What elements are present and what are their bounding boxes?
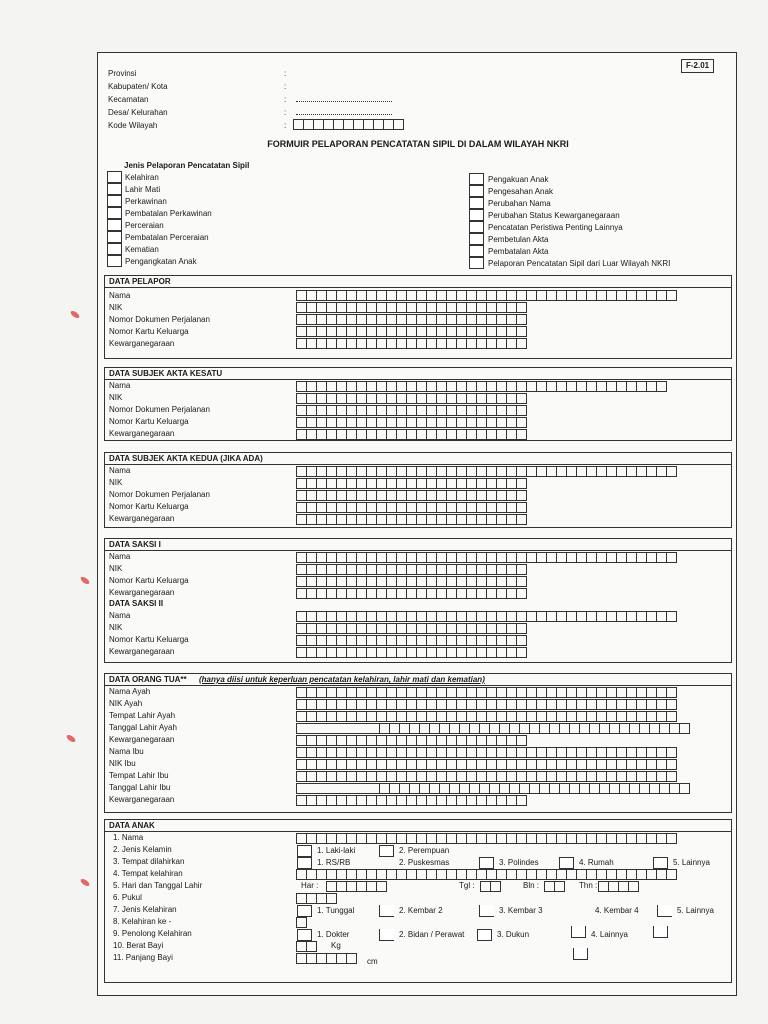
- field-label: Nama: [109, 466, 131, 475]
- berat-grid[interactable]: [297, 941, 317, 952]
- kewarganegaraan-ayah-grid[interactable]: [297, 735, 527, 746]
- checkbox-gender[interactable]: [379, 845, 394, 857]
- field-label: 7. Jenis Kelahiran: [113, 905, 177, 914]
- label-kode-wilayah: Kode Wilayah: [108, 121, 158, 130]
- checkbox-pengesahan-anak[interactable]: [469, 185, 484, 197]
- colon: :: [284, 95, 287, 104]
- section-subjek-2: [104, 452, 732, 528]
- option-label: 1. Dokter: [317, 930, 350, 939]
- checkbox-pengakuan-anak[interactable]: [469, 173, 484, 185]
- nama-grid[interactable]: [297, 466, 677, 477]
- kewarganegaraan-grid[interactable]: [297, 338, 527, 349]
- section-heading: DATA ANAK: [109, 821, 155, 830]
- section-heading: DATA PELAPOR: [109, 277, 171, 286]
- field-label: NIK Ibu: [109, 759, 136, 768]
- field-label: Nama Ayah: [109, 687, 151, 696]
- checkbox-helper[interactable]: [653, 926, 668, 938]
- section-heading: DATA SAKSI II: [109, 599, 164, 608]
- option-label: 4. Rumah: [579, 858, 614, 867]
- checkbox-place[interactable]: [653, 857, 668, 869]
- tgl-lahir-ibu-grid[interactable]: [297, 783, 690, 794]
- nik-ibu-grid[interactable]: [297, 759, 677, 770]
- field-label: NIK: [109, 393, 123, 402]
- report-type-label: Perceraian: [125, 221, 164, 230]
- section-pelapor: [104, 275, 732, 359]
- report-type-label: Perubahan Status Kewarganegaraan: [488, 211, 620, 220]
- red-pen-mark: [79, 878, 90, 888]
- field-label: Nomor Dokumen Perjalanan: [109, 405, 210, 414]
- bln-label: Bln :: [523, 881, 540, 890]
- option-label: 2. Kembar 2: [399, 906, 443, 915]
- report-type-label: Pengesahan Anak: [488, 187, 553, 196]
- checkbox-peristiwa-penting[interactable]: [469, 221, 484, 233]
- field-label: NIK: [109, 564, 123, 573]
- thn-label: Thn :: [579, 881, 598, 890]
- field-label: NIK Ayah: [109, 699, 143, 708]
- report-type-label: Pengangkatan Anak: [125, 257, 197, 266]
- nik-grid[interactable]: [297, 478, 527, 489]
- nik-grid[interactable]: [297, 393, 527, 404]
- report-type-label: Perubahan Nama: [488, 199, 551, 208]
- checkbox-lahir-mati[interactable]: [107, 183, 122, 195]
- field-label: Nomor Kartu Keluarga: [109, 635, 189, 644]
- field-label: NIK: [109, 478, 123, 487]
- checkbox-perceraian[interactable]: [107, 219, 122, 231]
- report-type-label: Pencatatan Peristiwa Penting Lainnya: [488, 223, 623, 232]
- kewarganegaraan-grid[interactable]: [297, 514, 527, 525]
- nik-ayah-grid[interactable]: [297, 699, 677, 710]
- section-heading: DATA SUBJEK AKTA KEDUA (JIKA ADA): [109, 454, 263, 463]
- tempat-lahir-ayah-grid[interactable]: [297, 711, 677, 722]
- option-label: 1. Laki-laki: [317, 846, 356, 855]
- option-label: 4. Kembar 4: [595, 906, 639, 915]
- red-pen-mark: [79, 576, 90, 586]
- nik-grid[interactable]: [297, 564, 527, 575]
- field-label: 6. Pukul: [113, 893, 142, 902]
- option-label: 2. Puskesmas: [399, 858, 450, 867]
- field-label: Kewarganegaraan: [109, 647, 175, 656]
- checkbox-place[interactable]: [297, 857, 312, 869]
- kg-label: Kg: [331, 941, 341, 950]
- field-label: Kewarganegaraan: [109, 514, 175, 523]
- report-type-label: Pelaporan Pencatatan Sipil dari Luar Wilayah NKRI: [488, 259, 671, 268]
- colon: :: [284, 82, 287, 91]
- desa-input[interactable]: [296, 114, 392, 115]
- nama-grid[interactable]: [297, 611, 677, 622]
- option-label: 5. Lainnya: [677, 906, 714, 915]
- report-type-label: Pembetulan Akta: [488, 235, 549, 244]
- bln-grid[interactable]: [545, 881, 565, 892]
- field-label: NIK: [109, 623, 123, 632]
- field-label: 11. Panjang Bayi: [113, 953, 173, 962]
- nama-grid[interactable]: [297, 290, 677, 301]
- nama-ayah-grid[interactable]: [297, 687, 677, 698]
- field-label: Nomor Kartu Keluarga: [109, 502, 189, 511]
- checkbox-pembetulan-akta[interactable]: [469, 233, 484, 245]
- field-label: Nama: [109, 291, 131, 300]
- checkbox-place[interactable]: [559, 857, 574, 869]
- kewarganegaraan-ibu-grid[interactable]: [297, 795, 527, 806]
- report-type-label: Pengakuan Anak: [488, 175, 549, 184]
- kk-grid[interactable]: [297, 326, 527, 337]
- checkbox-kelahiran[interactable]: [107, 171, 122, 183]
- kelahiran-ke-grid[interactable]: [297, 917, 307, 928]
- report-type-label: Perkawinan: [125, 197, 167, 206]
- field-label: Kewarganegaraan: [109, 795, 175, 804]
- checkbox-birth-type[interactable]: [657, 905, 672, 917]
- form-title: FORMUIR PELAPORAN PENCATATAN SIPIL DI DALAM WILAYAH NKRI: [267, 139, 569, 149]
- kk-grid[interactable]: [297, 635, 527, 646]
- label-kecamatan: Kecamatan: [108, 95, 149, 104]
- field-label: Kewarganegaraan: [109, 588, 175, 597]
- checkbox-place[interactable]: [479, 857, 494, 869]
- field-label: Nomor Kartu Keluarga: [109, 327, 189, 336]
- section-saksi: [104, 538, 732, 663]
- report-type-label: Pembatalan Perceraian: [125, 233, 209, 242]
- field-label: Nomor Dokumen Perjalanan: [109, 315, 210, 324]
- field-label: Nama: [109, 552, 131, 561]
- field-label: 4. Tempat kelahiran: [113, 869, 183, 878]
- field-label: 2. Jenis Kelamin: [113, 845, 172, 854]
- label-desa: Desa/ Kelurahan: [108, 108, 168, 117]
- option-label: 1. RS/RB: [317, 858, 351, 867]
- nama-ibu-grid[interactable]: [297, 747, 677, 758]
- checkbox-perubahan-nama[interactable]: [469, 197, 484, 209]
- red-pen-mark: [65, 734, 76, 744]
- checkbox-gender[interactable]: [297, 845, 312, 857]
- field-label: Tanggal Lahir Ayah: [109, 723, 177, 732]
- section-anak: [104, 819, 732, 983]
- checkbox-birth-type[interactable]: [297, 905, 312, 917]
- checkbox-kematian[interactable]: [107, 243, 122, 255]
- kewarganegaraan-grid[interactable]: [297, 647, 527, 658]
- colon: :: [284, 69, 287, 78]
- tempat-kelahiran-grid[interactable]: [297, 869, 677, 880]
- field-label: Tanggal Lahir Ibu: [109, 783, 171, 792]
- checkbox-extra[interactable]: [573, 948, 588, 960]
- checkbox-birth-type[interactable]: [479, 905, 494, 917]
- kecamatan-input[interactable]: [296, 101, 392, 102]
- option-label: 5. Lainnya: [673, 858, 710, 867]
- report-type-label: Kelahiran: [125, 173, 159, 182]
- report-type-label: Kematian: [125, 245, 159, 254]
- section-orang-tua: [104, 673, 732, 813]
- colon: :: [284, 108, 287, 117]
- checkbox-pembatalan-perkawinan[interactable]: [107, 207, 122, 219]
- option-label: 1. Tunggal: [317, 906, 355, 915]
- tgl-label: Tgl :: [459, 881, 475, 890]
- dokumen-grid[interactable]: [297, 405, 527, 416]
- section-heading: DATA SAKSI I: [109, 540, 161, 549]
- pukul-grid[interactable]: [297, 893, 337, 904]
- section-note: (hanya diisi untuk keperluan pencatatan kelahiran, lahir mati dan kematian): [199, 675, 485, 684]
- nama-anak-grid[interactable]: [297, 833, 677, 844]
- option-label: 3. Kembar 3: [499, 906, 543, 915]
- checkbox-perubahan-status[interactable]: [469, 209, 484, 221]
- dokumen-grid[interactable]: [297, 314, 527, 325]
- field-label: 3. Tempat dilahirkan: [113, 857, 185, 866]
- field-label: Nama Ibu: [109, 747, 144, 756]
- section-heading: DATA SUBJEK AKTA KESATU: [109, 369, 223, 378]
- field-label: Nama: [109, 381, 131, 390]
- field-label: 1. Nama: [113, 833, 144, 842]
- checkbox-helper[interactable]: [477, 929, 492, 941]
- form-sheet: [97, 52, 737, 996]
- field-label: 8. Kelahiran ke -: [113, 917, 172, 926]
- field-label: 10. Berat Bayi: [113, 941, 164, 950]
- nik-grid[interactable]: [297, 302, 527, 313]
- nama-grid[interactable]: [297, 552, 677, 563]
- field-label: Nomor Kartu Keluarga: [109, 576, 189, 585]
- field-label: 9. Penolong Kelahiran: [113, 929, 192, 938]
- option-label: 4. Lainnya: [591, 930, 628, 939]
- checkbox-helper[interactable]: [379, 929, 394, 941]
- kk-grid[interactable]: [297, 502, 527, 513]
- report-type-label: Pembatalan Akta: [488, 247, 549, 256]
- nik-grid[interactable]: [297, 623, 527, 634]
- form-code: F-2.01: [681, 59, 714, 73]
- checkbox-helper[interactable]: [297, 929, 312, 941]
- kk-grid[interactable]: [297, 417, 527, 428]
- kewarganegaraan-grid[interactable]: [297, 429, 527, 440]
- checkbox-pembatalan-perceraian[interactable]: [107, 231, 122, 243]
- option-label: 3. Polindes: [499, 858, 539, 867]
- kode-wilayah-grid[interactable]: [294, 119, 404, 130]
- checkbox-pembatalan-akta[interactable]: [469, 245, 484, 257]
- section-heading: DATA ORANG TUA**: [109, 675, 187, 684]
- colon: :: [284, 121, 287, 130]
- tgl-grid[interactable]: [481, 881, 501, 892]
- field-label: 5. Hari dan Tanggal Lahir: [113, 881, 203, 890]
- hari-grid[interactable]: [327, 881, 387, 892]
- checkbox-birth-type[interactable]: [379, 905, 394, 917]
- label-provinsi: Provinsi: [108, 69, 137, 78]
- tempat-lahir-ibu-grid[interactable]: [297, 771, 677, 782]
- field-label: Kewarganegaraan: [109, 339, 175, 348]
- field-label: Tempat Lahir Ibu: [109, 771, 169, 780]
- report-type-label: Lahir Mati: [125, 185, 161, 194]
- checkbox-helper[interactable]: [571, 926, 586, 938]
- option-label: 2. Bidan / Perawat: [399, 930, 465, 939]
- checkbox-pengangkatan-anak[interactable]: [107, 255, 122, 267]
- field-label: Kewarganegaraan: [109, 735, 175, 744]
- cm-label: cm: [367, 957, 378, 966]
- option-label: 3. Dukun: [497, 930, 530, 939]
- field-label: Nomor Dokumen Perjalanan: [109, 490, 210, 499]
- report-type-label: Pembatalan Perkawinan: [125, 209, 212, 218]
- tgl-lahir-ayah-grid[interactable]: [297, 723, 690, 734]
- kewarganegaraan-grid[interactable]: [297, 588, 527, 599]
- thn-grid[interactable]: [599, 881, 639, 892]
- report-type-heading: Jenis Pelaporan Pencatatan Sipil: [124, 161, 250, 170]
- option-label: 2. Perempuan: [399, 846, 450, 855]
- section-subjek-1: [104, 367, 732, 441]
- checkbox-perkawinan[interactable]: [107, 195, 122, 207]
- field-label: NIK: [109, 303, 123, 312]
- panjang-grid[interactable]: [297, 953, 357, 964]
- field-label: Nomor Kartu Keluarga: [109, 417, 189, 426]
- kk-grid[interactable]: [297, 576, 527, 587]
- dokumen-grid[interactable]: [297, 490, 527, 501]
- field-label: Tempat Lahir Ayah: [109, 711, 176, 720]
- nama-grid[interactable]: [297, 381, 667, 392]
- label-kabupaten: Kabupaten/ Kota: [108, 82, 168, 91]
- hari-label: Har :: [301, 881, 319, 890]
- checkbox-luar-wilayah[interactable]: [469, 257, 484, 269]
- field-label: Kewarganegaraan: [109, 429, 175, 438]
- field-label: Nama: [109, 611, 131, 620]
- red-pen-mark: [69, 310, 80, 320]
